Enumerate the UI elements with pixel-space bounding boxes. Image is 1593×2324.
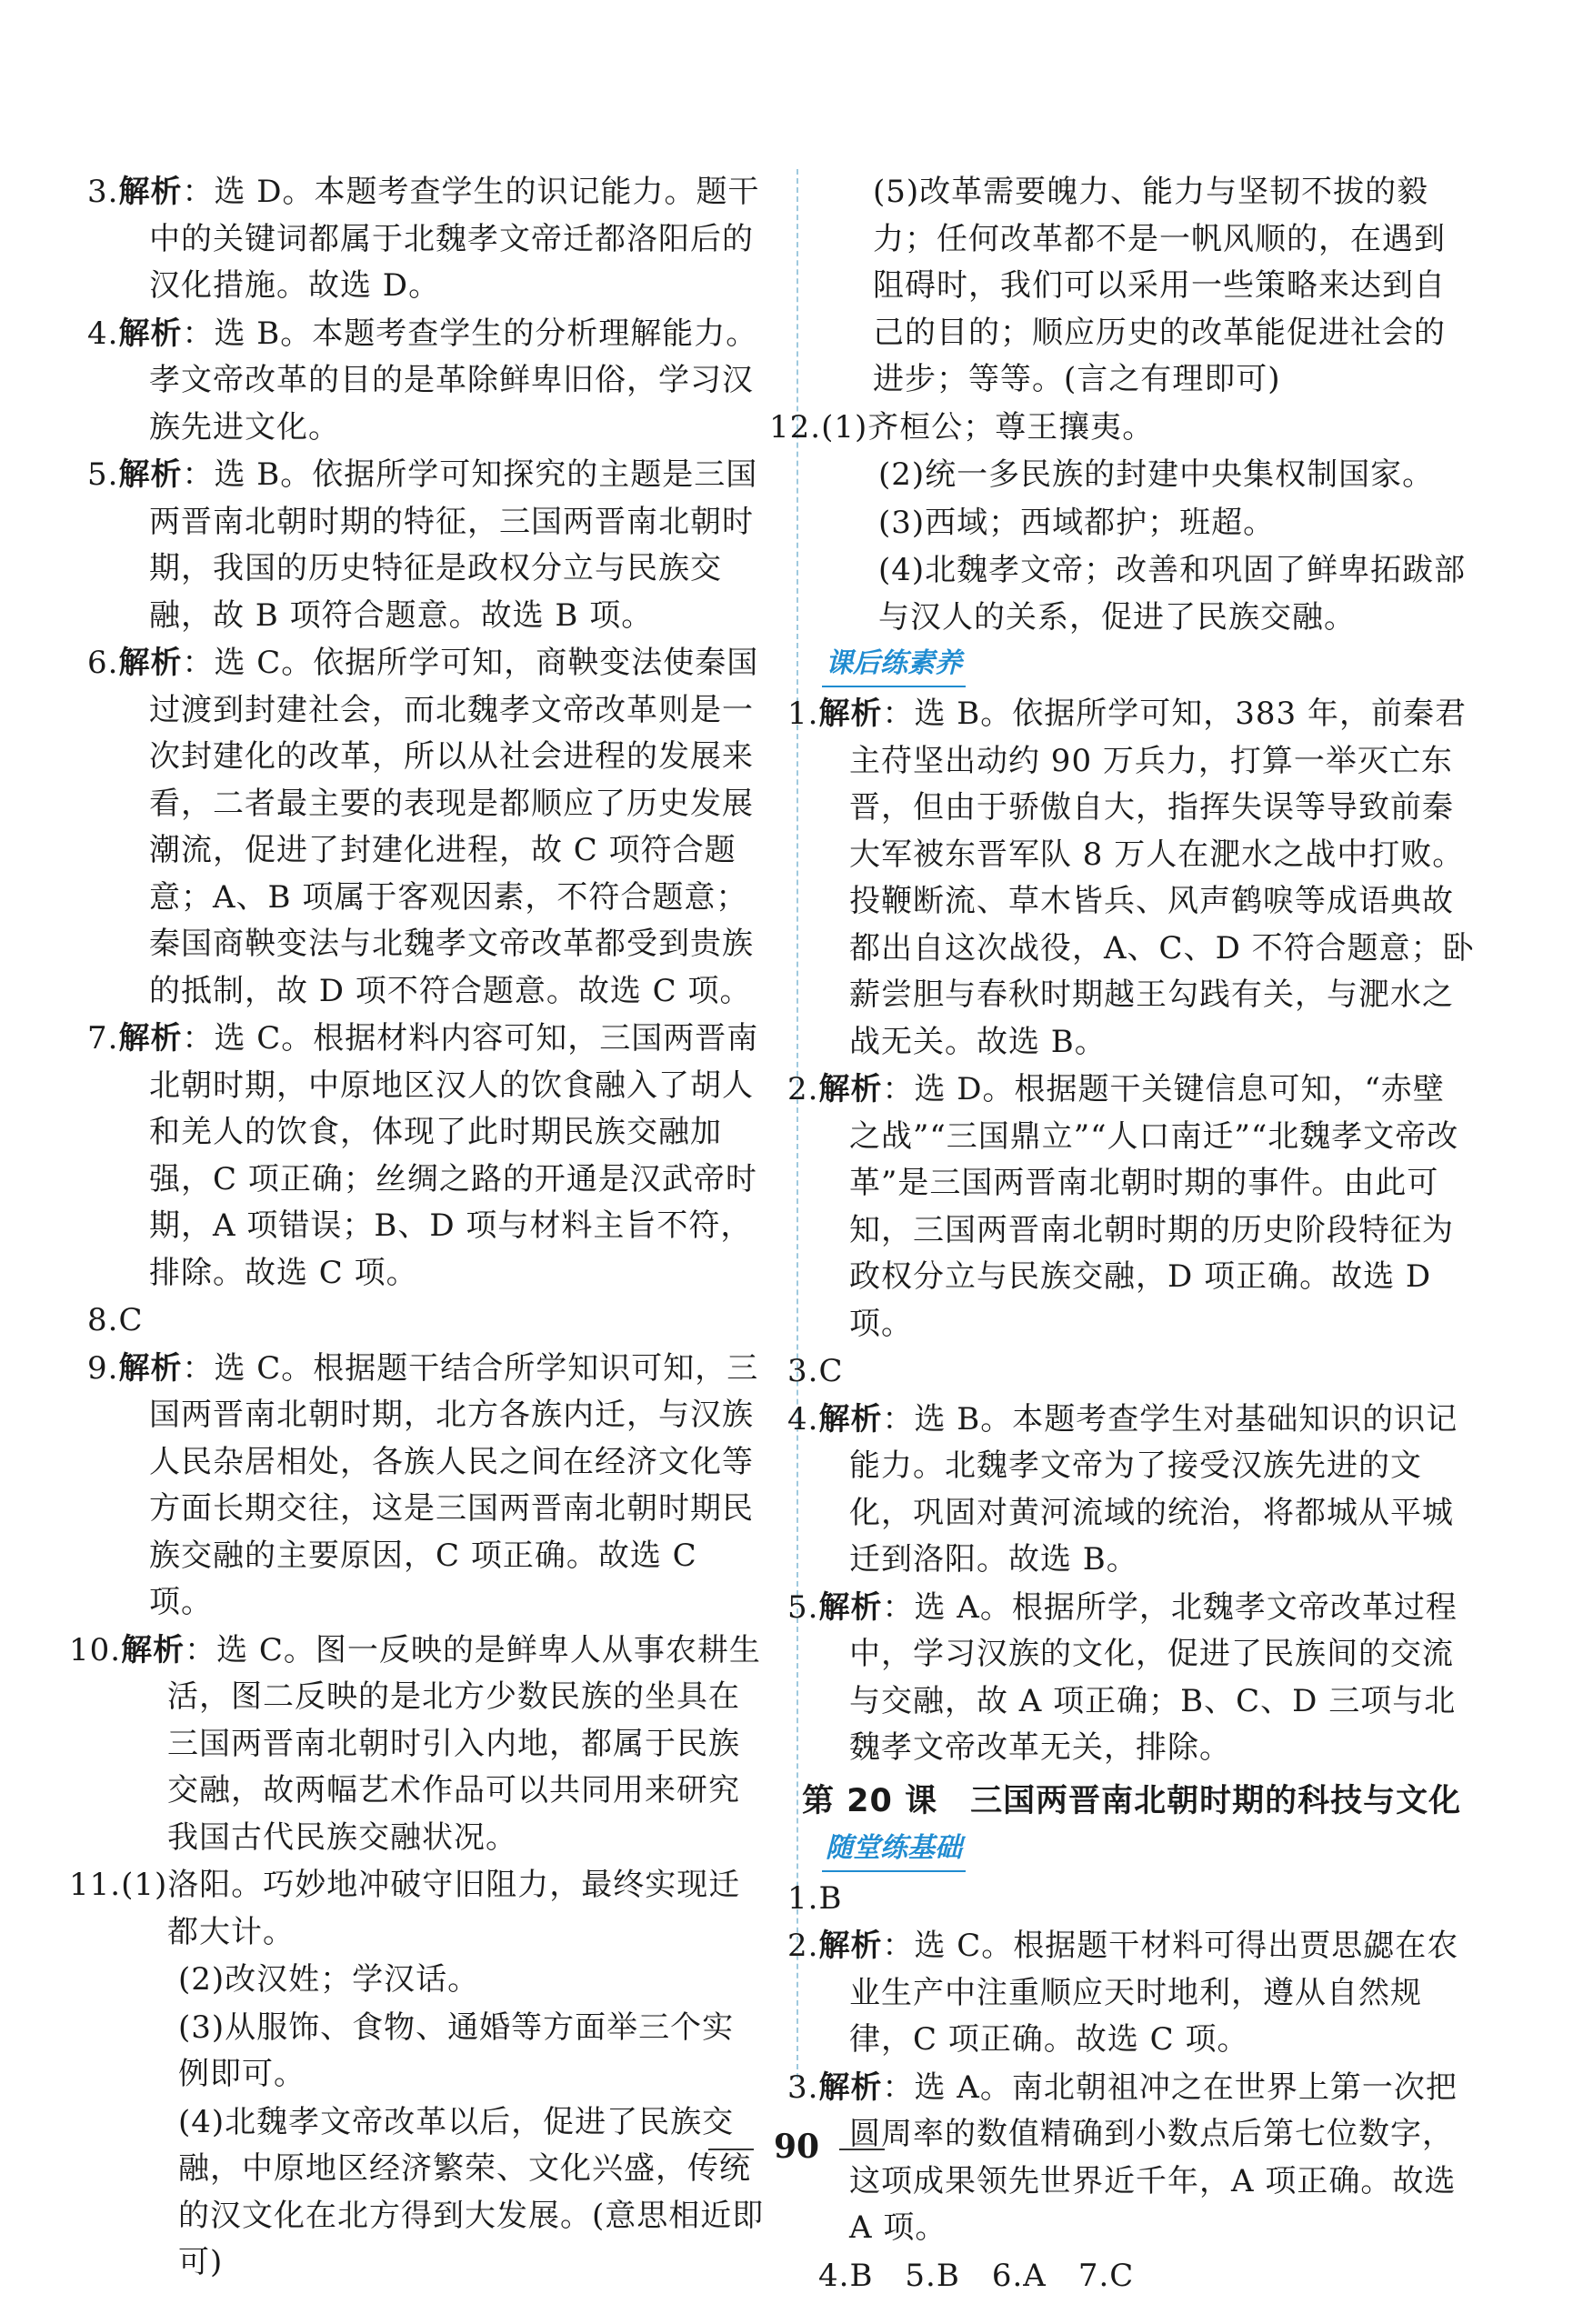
answer-lead: 解析 [121, 1631, 185, 1668]
answer-text: ：选 C。图一反映的是鲜卑人从事农耕生活，图二反映的是北方少数民族的坐具在三国两晋南北朝时引入内地，都属于民族交融，故两幅艺术作品可以共同用来研究我国古代民族交融状况。 [167, 1631, 761, 1856]
q11-sub-5: (5)改革需要魄力、能力与坚韧不拔的毅力；任何改革都不是一帆风顺的，在遇到阻碍时，我们可以采用一些策略来达到自己的目的；顺应历史的改革能促进社会的进步；等等。(言之有理即可) [873, 174, 1446, 397]
answer-item [787, 1876, 1475, 1923]
answer-lead: 解析 [118, 174, 183, 210]
answer-text: (1)洛阳。巧妙地冲破守旧阻力，最终实现迁都大计。 [121, 1867, 741, 1950]
answer-text: C [818, 1353, 844, 1389]
answer-item [87, 1346, 766, 1627]
answer-item [87, 452, 766, 639]
answer-item [787, 1585, 1475, 1772]
answer-number: 11. [69, 1867, 122, 1903]
q12-sub-item: (3)西域；西域都护；班超。 [878, 504, 1276, 541]
answer-item [787, 1923, 1475, 2064]
answer-lead: 解析 [118, 1349, 183, 1387]
answer-lead: 解析 [818, 1400, 883, 1437]
answer-lead: 解析 [818, 1928, 883, 1964]
q11-sub-item: (3)从服饰、食物、通婚等方面举三个实例即可。 [178, 2008, 735, 2092]
lesson-title: 第 20 课 三国两晋南北朝时期的科技与文化 [802, 1782, 1462, 1819]
answer-item [69, 1862, 766, 1956]
answer-item [787, 1067, 1475, 1347]
answer-item [787, 691, 1475, 1066]
page-number: 90 [773, 2128, 820, 2166]
answer-lead: 解析 [818, 696, 883, 732]
column-divider [796, 169, 798, 2079]
section-in-class: 随堂练基础 [822, 1827, 966, 1872]
q12-first: (1)齐桓公；尊王攘夷。 [821, 408, 1155, 446]
answer-item [87, 311, 766, 452]
footer-dash-right [839, 2149, 885, 2150]
answer-text: ：选 B。本题考查学生的分析理解能力。孝文帝改革的目的是革除鲜卑旧俗，学习汉族先进文化。 [149, 315, 758, 446]
q12-answer [769, 405, 1475, 452]
answer-lead: 解析 [118, 315, 183, 352]
answer-lead: 解析 [818, 1588, 883, 1626]
section-after-class: 课后练素养 [822, 642, 966, 687]
answer-item [787, 1397, 1475, 1584]
answer-item [87, 1297, 766, 1345]
answer-text: ：选 C。根据材料内容可知，三国两晋南北朝时期，中原地区汉人的饮食融入了胡人和羌人的饮食，体现了此时期民族交融加强，C 项正确；丝绸之路的开通是汉武帝时期，A 项错误；B、D 项与材料主旨不符，排除。故选 C 项。 [149, 1020, 759, 1291]
after-class-list [787, 691, 1475, 1772]
q11-sub-answers [118, 1957, 766, 2287]
answer-item [87, 169, 766, 310]
answer-text: ：选 B。依据所学可知，383 年，前秦君主苻坚出动约 90 万兵力，打算一举灭亡东晋，但由于骄傲自大，指挥失误等导致前秦大军被东晋军队 8 万人在淝水之战中打败。投鞭断流、草木皆兵、风声鹤唳等成语典故都出自这次战役，A、C、D 不符合题意；卧薪尝胆与春秋时期越王勾践有关，与淝水之战无关。故选 B。 [849, 696, 1475, 1060]
answer-text: C [118, 1302, 144, 1338]
left-column [69, 169, 766, 2288]
answer-item [69, 1628, 766, 1862]
q12-sub-item: (2)统一多民族的封建中央集权制国家。 [878, 456, 1435, 493]
answer-text: ：选 C。根据题干结合所学知识可知，三国两晋南北朝时期，北方各族内迁，与汉族人民杂居相处，各族人民之间在经济文化等方面长期交往，这是三国两晋南北朝时期民族交融的主要原因，C 项正确。故选 C 项。 [149, 1349, 759, 1620]
answer-text: ：选 C。根据题干材料可得出贾思勰在农业生产中注重顺应天时地利，遵从自然规律，C 项正确。故选 C 项。 [849, 1928, 1459, 2058]
answer-text: ：选 D。本题考查学生的识记能力。题干中的关键词都属于北魏孝文帝迁都洛阳后的汉化措施。故选 D。 [149, 174, 760, 304]
footer-dash-left [708, 2149, 754, 2150]
page-footer [0, 2128, 1593, 2166]
answer-lead: 解析 [118, 456, 183, 493]
answer-item [87, 640, 766, 1015]
q12-sub-item: (4)北魏孝文帝；改善和巩固了鲜卑拓跋部与汉人的关系，促进了民族交融。 [878, 552, 1467, 636]
answer-lead: 解析 [818, 2069, 883, 2106]
answer-text: ：选 B。依据所学可知探究的主题是三国两晋南北朝时期的特征，三国两晋南北朝时期，我国的历史特征是政权分立与民族交融，故 B 项符合题意。故选 B 项。 [149, 456, 758, 634]
answer-text: ：选 C。依据所学可知，商鞅变法使秦国过渡到封建社会，而北魏孝文帝改革则是一次封建化的改革，所以从社会进程的发展来看，二者最主要的表现是都顺应了历史发展潮流，促进了封建化进程，故 C 项符合题意；A、B 项属于客观因素，不符合题意；秦国商鞅变法与北魏孝文帝改革都受到贵族的抵制，故 D 项不符合题意。故选 C 项。 [149, 645, 759, 1009]
answer-lead: 解析 [118, 645, 183, 681]
q12-number: 12. [769, 408, 822, 446]
answer-text: ：选 A。南北朝祖冲之在世界上第一次把圆周率的数值精确到小数点后第七位数字，这项成果领先世界近千年，A 项正确。故选 A 项。 [849, 2069, 1458, 2246]
answer-number: 10. [69, 1631, 122, 1668]
q11-sub-item: (4)北魏孝文帝改革以后，促进了民族交融，中原地区经济繁荣、文化兴盛，传统的汉文化在北方得到大发展。(意思相近即可) [178, 2103, 765, 2280]
left-answer-list [69, 169, 766, 1956]
answer-item [87, 1016, 766, 1297]
answer-text: B [818, 1879, 843, 1917]
answer-text: ：选 A。根据所学，北魏孝文帝改革过程中，学习汉族的文化，促进了民族间的交流与交融，故 A 项正确；B、C、D 三项与北魏孝文帝改革无关，排除。 [849, 1588, 1458, 1766]
right-column [769, 169, 1475, 2300]
answer-lead: 解析 [818, 1071, 883, 1107]
answer-item [787, 1348, 1475, 1396]
last-answer-line: 4.B 5.B 6.A 7.C [818, 2257, 1135, 2294]
answer-text: ：选 B。本题考查学生对基础知识的识记能力。北魏孝文帝为了接受汉族先进的文化，巩固对黄河流域的统治，将都城从平城迁到洛阳。故选 B。 [849, 1400, 1458, 1578]
answer-lead: 解析 [118, 1020, 183, 1057]
q11-sub-item: (2)改汉姓；学汉话。 [178, 1961, 480, 1998]
q12-sub-answers [818, 452, 1475, 641]
answer-text: ：选 D。根据题干关键信息可知，“赤壁之战”“三国鼎立”“人口南迁”“北魏孝文帝改革”是三国两晋南北朝时期的事件。由此可知，三国两晋南北朝时期的历史阶段特征为政权分立与民族交融，D 项正确。故选 D 项。 [849, 1071, 1459, 1342]
